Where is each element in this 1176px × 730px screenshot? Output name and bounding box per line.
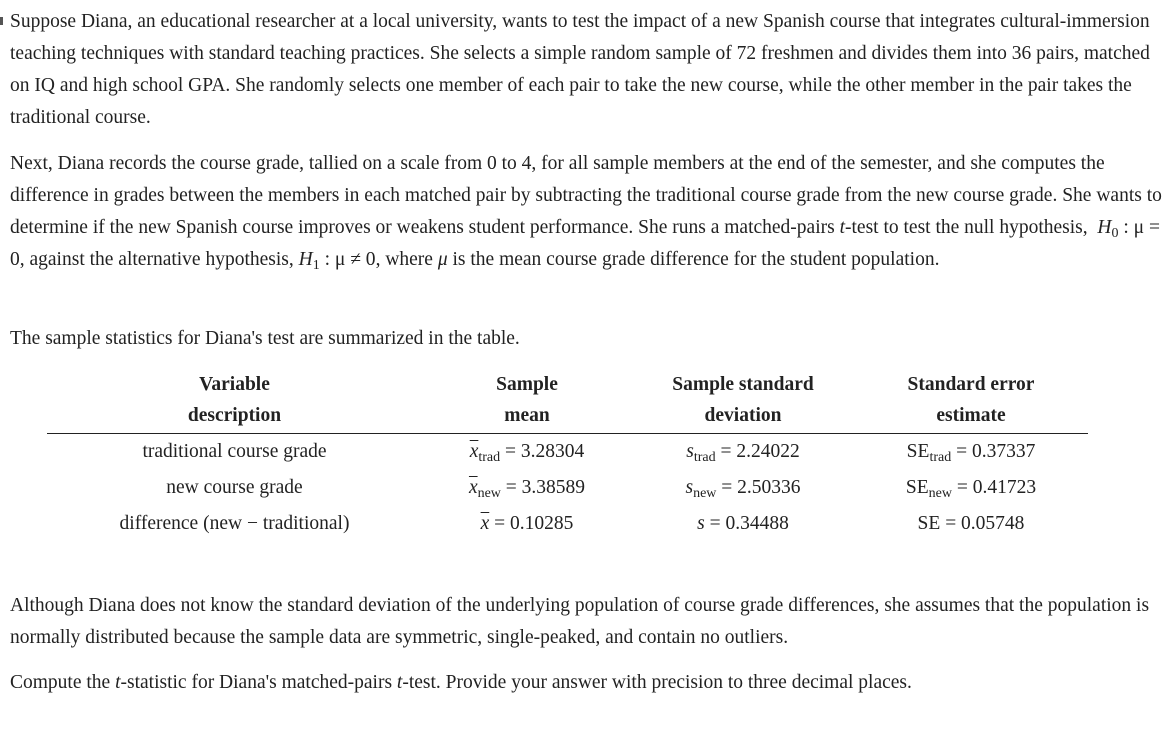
sd-subscript: trad — [693, 450, 716, 465]
row-mean — [422, 434, 632, 471]
h1-subscript: 1 — [312, 258, 320, 273]
h1-symbol: H — [298, 249, 313, 270]
header-standard-error — [854, 369, 1088, 434]
mean-value: = 3.28304 — [500, 441, 585, 462]
table-row — [47, 434, 1088, 471]
method-text-a: Next, Diana records the course grade, tallied on a scale from 0 to 4, for all sample members at the end of the semester, and she computes the difference in grades between the members in each matched pair by subtracting the traditional course grade from the new course grade. She wants to determine if the new Spanish course improves or weakens student performance. She runs a matched-pairs — [10, 153, 1162, 238]
row-description: new course grade — [166, 477, 303, 498]
method-text-b: -test to test the null hypothesis, — [845, 217, 1093, 238]
s-symbol: s — [697, 513, 705, 534]
se-subscript: new — [928, 486, 952, 501]
row-se — [854, 506, 1088, 542]
header-line: description — [187, 405, 282, 426]
mean-value: = 0.10285 — [489, 513, 574, 534]
s-symbol: s — [685, 477, 694, 498]
t-symbol: t — [115, 672, 121, 693]
se-value: = 0.37337 — [951, 441, 1036, 462]
row-se — [854, 434, 1088, 471]
method-paragraph — [10, 148, 1170, 276]
left-edge-marker — [0, 17, 3, 25]
question-prompt — [10, 667, 1170, 699]
t-symbol: t — [839, 217, 845, 238]
prompt-text-c: -test. Provide your answer with precision to three decimal places. — [402, 672, 912, 693]
prompt-text-a: Compute the — [10, 672, 116, 693]
h0-symbol: H — [1097, 217, 1112, 238]
xbar-symbol: $\overline{x}$ — [480, 513, 490, 534]
se-symbol: SE — [905, 477, 929, 498]
row-se — [854, 470, 1088, 506]
header-line: deviation — [704, 405, 782, 426]
sd-subscript: new — [693, 486, 717, 501]
sd-value: = 2.24022 — [715, 441, 800, 462]
intro-paragraph: Suppose Diana, an educational researcher at a local university, wants to test the impact of a new Spanish course that integrates cultural-immersion teaching techniques with standard teaching practices. She selects a simple random sample of 72 freshmen and divides them into 36 pairs, matched on IQ and high school GPA. She randomly selects one member of each pair to take the new course, while the other member in the pair takes the traditional course. — [10, 11, 1150, 128]
sd-value: = 0.34488 — [704, 513, 789, 534]
method-text-c: , against the alternative hypothesis, — [19, 249, 299, 270]
h0-subscript: 0 — [1111, 226, 1119, 241]
mean-subscript: trad — [478, 450, 501, 465]
header-line: Variable — [199, 374, 270, 395]
header-line: Sample standard — [672, 374, 814, 395]
header-sample-mean — [422, 369, 632, 434]
header-line: Sample — [496, 374, 558, 395]
table-row — [47, 470, 1088, 506]
t-symbol: t — [396, 672, 403, 693]
se-value: = 0.05748 — [940, 513, 1025, 534]
row-description: traditional course grade — [142, 441, 327, 462]
xbar-symbol: $\overline{x}$ — [468, 477, 478, 498]
method-text-d: , where — [375, 249, 438, 270]
header-variable-description — [47, 369, 422, 434]
assumption-paragraph: Although Diana does not know the standard deviation of the underlying population of course grade differences, she assumes that the population is normally distributed because the sample data are symmetric, single-peaked, and contain no outliers. — [10, 595, 1150, 648]
row-sd — [632, 470, 854, 506]
row-sd — [632, 434, 854, 471]
header-line: estimate — [936, 405, 1006, 426]
header-line: mean — [504, 405, 550, 426]
method-text-e: is the mean course grade difference for the student population. — [447, 249, 940, 270]
table-header-row — [47, 369, 1088, 434]
row-sd — [632, 506, 854, 542]
mean-subscript: new — [477, 486, 501, 501]
table-intro: The sample statistics for Diana's test are summarized in the table. — [10, 328, 520, 349]
alt-hypothesis — [298, 249, 376, 273]
prompt-text-b: -statistic for Diana's matched-pairs — [120, 672, 397, 693]
table-row — [47, 506, 1088, 542]
header-line: Standard error — [907, 374, 1035, 395]
mean-value: = 3.38589 — [500, 477, 586, 498]
header-sample-sd — [632, 369, 854, 434]
h1-statement: : μ ≠ 0 — [319, 249, 376, 270]
mu-symbol: μ — [437, 249, 448, 270]
s-symbol: s — [686, 441, 694, 462]
sample-statistics-table — [47, 369, 1088, 542]
h0-statement: : μ = 0 — [10, 217, 1160, 270]
row-description: difference (new − traditional) — [119, 513, 350, 534]
se-subscript: trad — [929, 450, 952, 465]
se-symbol: SE — [917, 513, 941, 534]
row-mean — [422, 506, 632, 542]
row-mean — [422, 470, 632, 506]
xbar-symbol: $\overline{x}$ — [469, 441, 479, 462]
sd-value: = 2.50336 — [716, 477, 801, 498]
se-value: = 0.41723 — [951, 477, 1037, 498]
se-symbol: SE — [906, 441, 930, 462]
